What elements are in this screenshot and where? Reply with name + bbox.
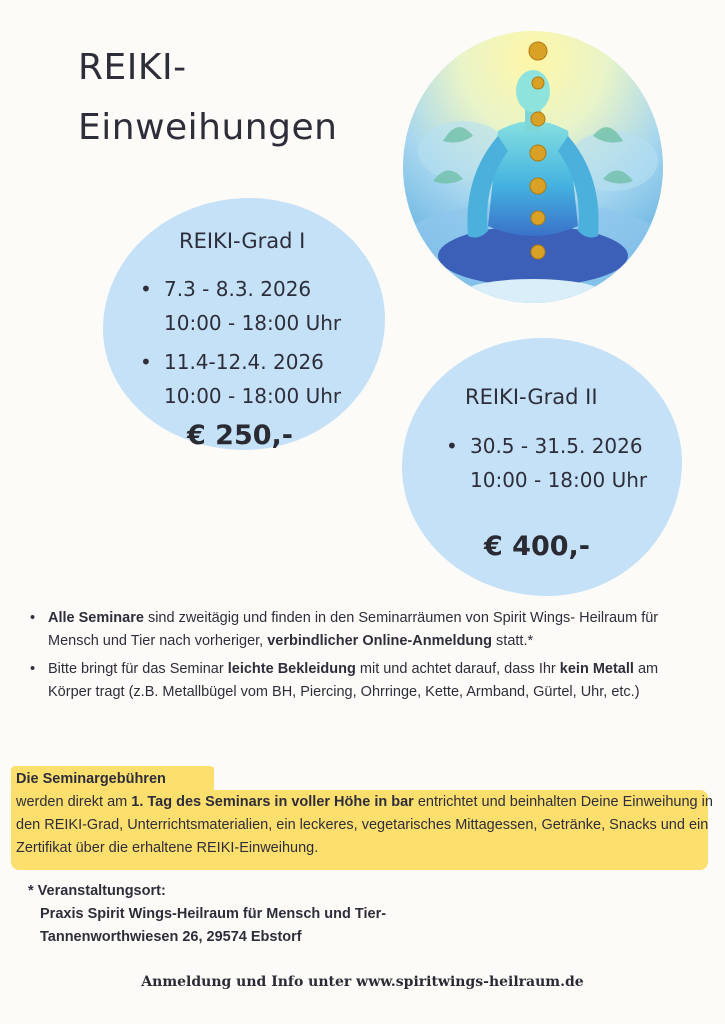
info-text: Bitte bringt für das Seminar [48, 661, 228, 677]
time-text: 10:00 - 18:00 Uhr [164, 311, 342, 335]
fees-bold: 1. Tag des Seminars in voller Höhe in bar [131, 794, 414, 810]
date-text: 11.4-12.4. 2026 [164, 350, 324, 374]
fees-text: entrichtet und beinhalten Deine Einweihung in den REIKI-Grad, Unterrichtsmaterialien, ein leckeres, vegetarisches Mittagessen, Getränke, Snacks und ein Zertifikat über die erhaltene REIKI-Einweihung. [16, 794, 713, 856]
time-text: 10:00 - 18:00 Uhr [164, 384, 342, 408]
grade-2-title: REIKI-Grad II [465, 385, 598, 409]
bullet-icon: • [140, 277, 152, 301]
grade-1-title: REIKI-Grad I [179, 229, 306, 253]
venue-section [28, 880, 386, 949]
info-bold: kein Metall [559, 661, 634, 677]
grade-1-date-1 [140, 272, 342, 340]
venue-line-2: Tannenworthwiesen 26, 29574 Ebstorf [40, 929, 302, 945]
venue-label: * Veranstaltungsort: [28, 883, 166, 899]
meditation-chakra-illustration [403, 31, 663, 303]
title-line-2: Einweihungen [78, 107, 338, 148]
info-text: mit und achtet darauf, dass Ihr [355, 661, 560, 677]
bullet-icon: • [30, 661, 36, 677]
venue-line-1: Praxis Spirit Wings-Heilraum für Mensch und Tier- [40, 906, 387, 922]
bullet-icon: • [446, 434, 458, 458]
info-text: sind zweitägig und finden in den Seminarräumen von Spirit Wings- Heilraum für Mensch und Tier nach vorheriger, [48, 610, 659, 649]
date-text: 7.3 - 8.3. 2026 [164, 277, 312, 301]
info-text: statt.* [492, 633, 534, 649]
fees-heading: Die Seminargebühren [16, 771, 166, 787]
info-item-seminars [30, 607, 700, 653]
grade-1-date-2 [140, 345, 342, 413]
bullet-icon: • [30, 610, 36, 626]
grade-1-price: € 250,- [187, 420, 294, 451]
fees-text: werden direkt am [16, 794, 132, 810]
info-text: am Körper tragt (z.B. Metallbügel vom BH, Piercing, Ohrringe, Kette, Armband, Gürtel, Uhr, etc.) [48, 661, 659, 700]
info-list [30, 607, 700, 709]
date-text: 30.5 - 31.5. 2026 [470, 434, 643, 458]
info-bold: verbindlicher Online-Anmeldung [267, 633, 493, 649]
page-title [78, 38, 337, 158]
fees-section [16, 768, 716, 860]
info-bold: leichte Bekleidung [227, 661, 356, 677]
grade-2-price: € 400,- [484, 531, 591, 562]
title-line-1: REIKI- [78, 47, 187, 88]
footer-registration: Anmeldung und Info unter www.spiritwings-heilraum.de [141, 974, 584, 990]
time-text: 10:00 - 18:00 Uhr [470, 468, 648, 492]
grade-2-date-1 [446, 429, 648, 497]
info-item-clothing [30, 658, 700, 704]
info-bold: Alle Seminare [48, 610, 144, 626]
bullet-icon: • [140, 350, 152, 374]
